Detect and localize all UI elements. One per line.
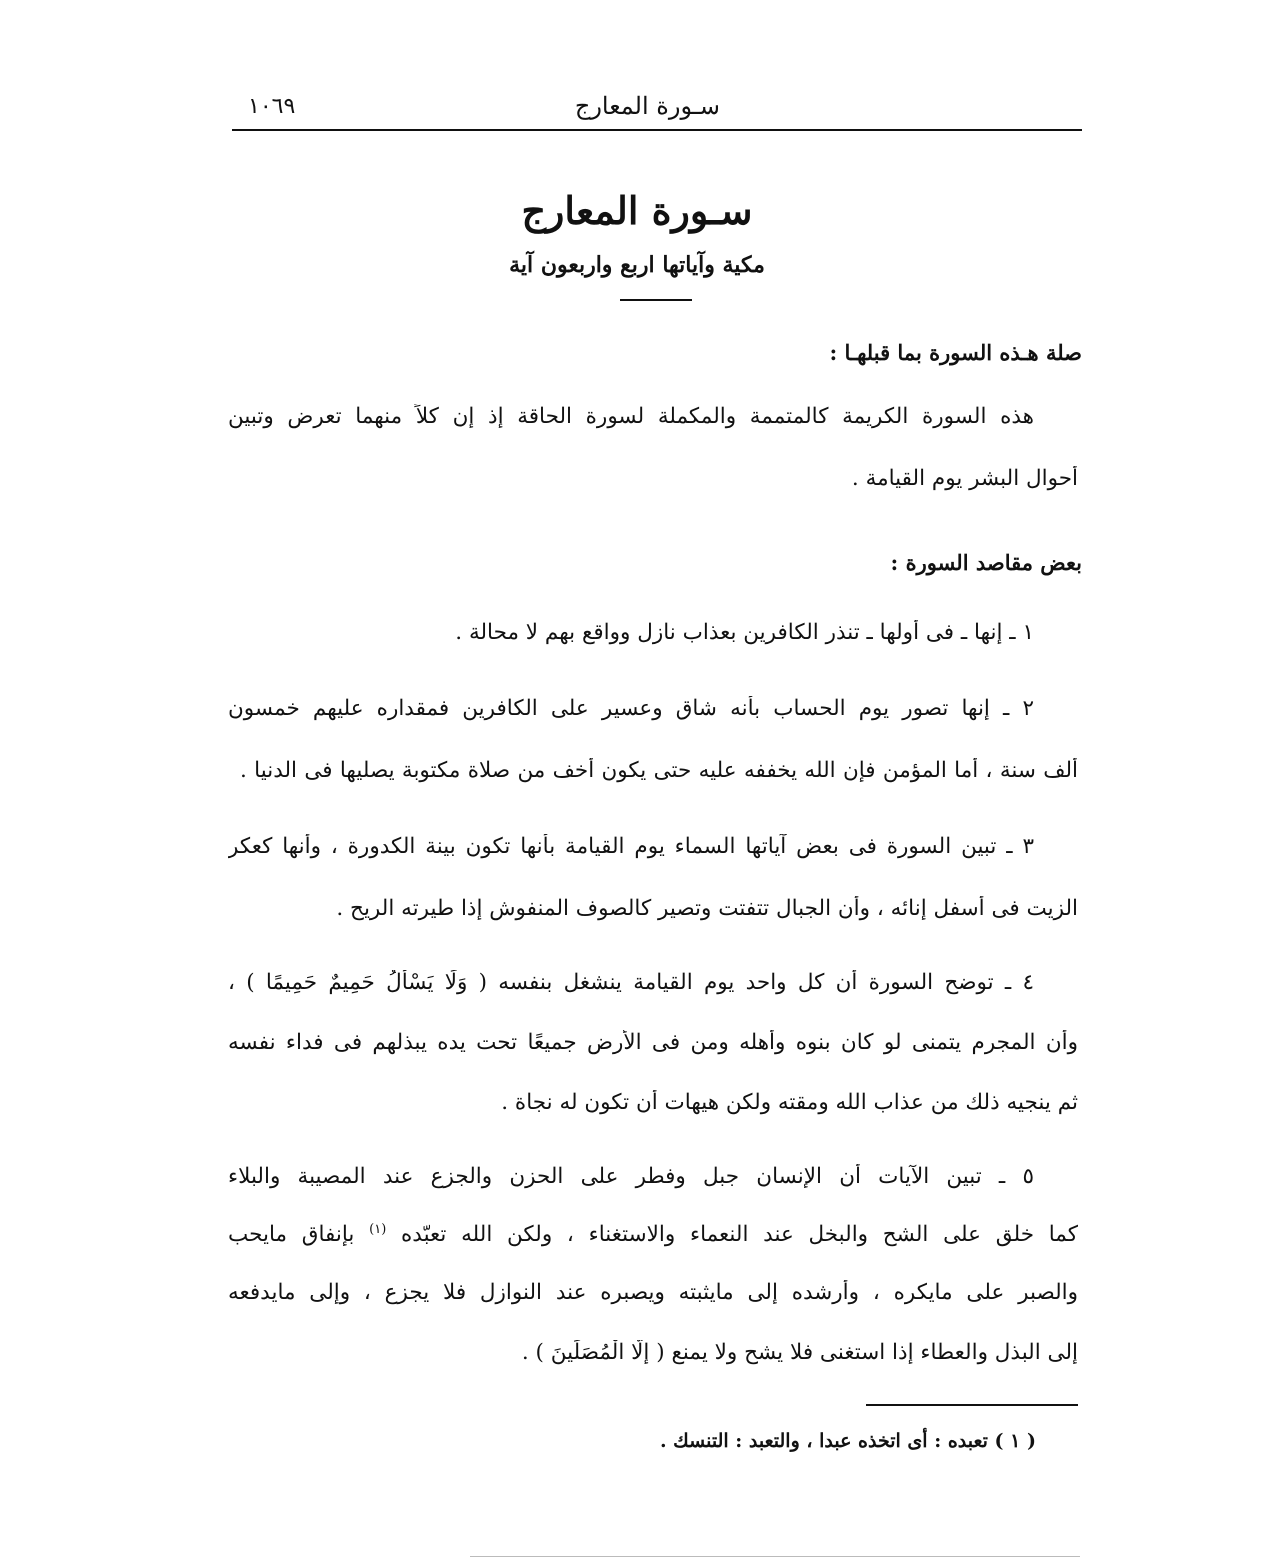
point-2-line: ٢ ـ إنها تصور يوم الحساب بأنه شاق وعسير على الكافرين فمقداره عليهم خمسون (228, 696, 1034, 721)
point-5-line: ٥ ـ تبين الآيات أن الإنسان جبل وفطر على الحزن والجزع عند المصيبة والبلاء (228, 1164, 1034, 1189)
footnote-marker: (١) (369, 1222, 387, 1237)
point-1-line: ١ ـ إنها ـ فى أولها ـ تنذر الكافرين بعذاب نازل وواقع بهم لا محالة . (455, 620, 1034, 645)
point-5-line (228, 1222, 1078, 1247)
running-title: سـورة المعارج (574, 92, 720, 120)
running-header (232, 92, 1080, 126)
page-number: ١٠٦٩ (248, 94, 296, 119)
point-5-line-text: كما خلق على الشح والبخل عند النعماء والاستغناء ، ولكن الله تعبّده (401, 1222, 1078, 1248)
point-5-line-text: بإنفاق مايحب (228, 1222, 355, 1248)
section-heading-purposes: بعض مقاصد السورة : (890, 550, 1082, 575)
point-4-line: وأن المجرم يتمنى لو كان بنوه وأهله ومن فى الأرض جميعًا تحت يده يبذلهم فى فداء نفسه (228, 1030, 1078, 1055)
paragraph-line: هذه السورة الكريمة كالمتممة والمكملة لسورة الحاقة إذ إن كلاً منهما تعرض وتبين (228, 404, 1034, 429)
bottom-edge-line (470, 1556, 1080, 1557)
footnote: ( ١ ) تعبده : أى اتخذه عبدا ، والتعبد : التنسك . (659, 1430, 1036, 1452)
point-5-line: والصبر على مايكره ، وأرشده إلى مايثبته ويصبره عند النوازل فلا يجزع ، وإلى مايدفعه (228, 1280, 1078, 1305)
point-2-line: ألف سنة ، أما المؤمن فإن الله يخففه عليه حتى يكون أخف من صلاة مكتوبة يصليها فى الدنيا . (240, 758, 1078, 783)
point-3-line: الزيت فى أسفل إنائه ، وأن الجبال تتفتت وتصير كالصوف المنفوش إذا طيرته الريح . (336, 896, 1078, 921)
point-4-line: ثم ينجيه ذلك من عذاب الله ومقته ولكن هيهات أن تكون له نجاة . (501, 1090, 1078, 1115)
point-4-line: ٤ ـ توضح السورة أن كل واحد يوم القيامة ينشغل بنفسه ( وَلَا يَسْأَلُ حَمِيمٌ حَمِيمًا ) ، (228, 970, 1034, 995)
point-5-line: إلى البذل والعطاء إذا استغنى فلا يشح ولا يمنع ( إِلَّا الْمُصَلِّينَ ) . (521, 1340, 1078, 1365)
sura-title: سـورة المعارج (521, 188, 753, 233)
point-3-line: ٣ ـ تبين السورة فى بعض آياتها السماء يوم القيامة بأنها تكون بينة الكدورة ، وأنها كعكر (228, 834, 1034, 859)
header-divider (232, 129, 1082, 131)
paragraph-line: أحوال البشر يوم القيامة . (851, 466, 1078, 491)
footnote-divider (866, 1404, 1078, 1406)
section-heading-relation: صلة هـذه السورة بما قبلهـا : (829, 340, 1082, 365)
title-divider (620, 299, 692, 301)
sura-subtitle: مكية وآياتها اربع واربعون آية (509, 252, 765, 278)
